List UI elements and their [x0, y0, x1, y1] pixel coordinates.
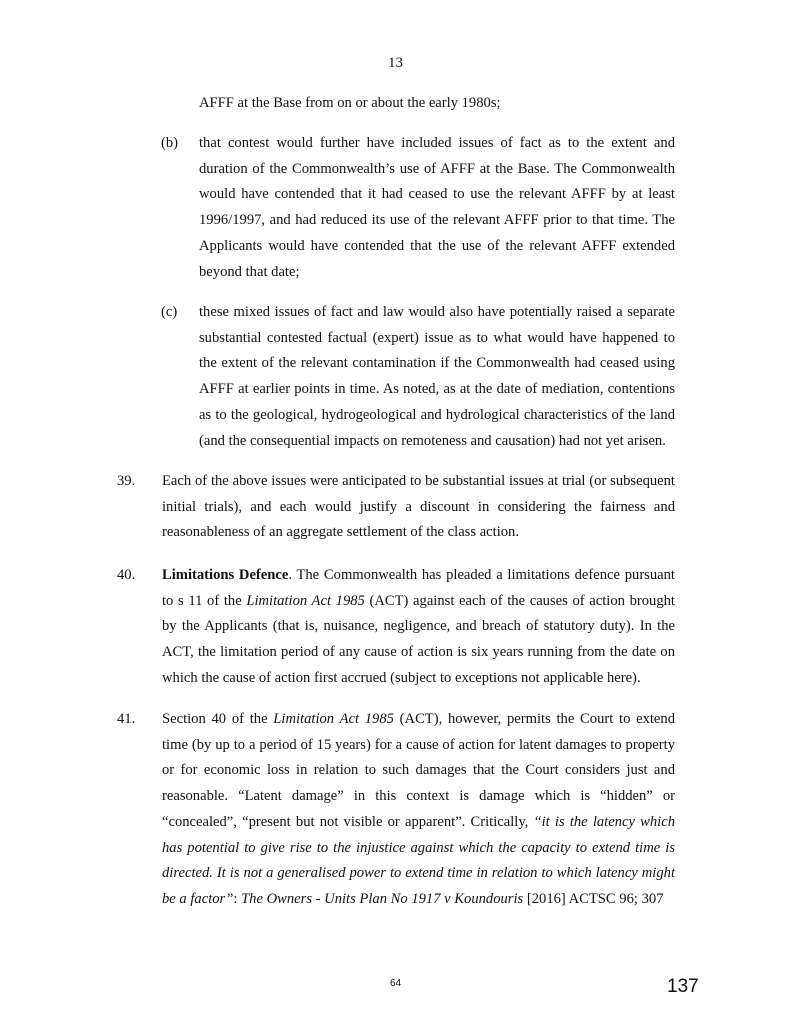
continuation-text: AFFF at the Base from on or about the early 1980s;	[199, 95, 501, 111]
paragraph-text: Each of the above issues were anticipated to be substantial issues at trial (or subsequent initial trials), and each would justify a discount in considering the fairness and reasonableness of an aggregate settlement of the class action.	[162, 473, 675, 541]
text-segment: Section 40 of the	[162, 711, 274, 727]
paragraph-heading: Limitations Defence	[162, 567, 289, 583]
act-name: Limitation Act 1985	[246, 592, 365, 609]
text-segment: . The Commonwealth has pleaded a limitations defence pursuant to s 11 of the	[162, 567, 675, 609]
text-segment: [2016] ACTSC 96; 307	[523, 890, 664, 907]
footer-bundle-number: 137	[667, 976, 699, 997]
sub-paragraph-text: these mixed issues of fact and law would also have potentially raised a separate substantial contested factual (expert) issue as to what would have happened to the extent of the relevant contamination if the Commonwealth had ceased using AFFF at earlier points in time. As noted, as at the date of mediation, contentions as to the geological, hydrogeological and hydrological characteristics of the land (and the consequential impacts on remoteness and causation) had not yet arisen.	[199, 304, 675, 449]
paragraph-text	[162, 563, 675, 692]
quotation: “it is the latency which has potential to give rise to the injustice against which the capacity to extend time is directed. It is not a generalised power to extend time in relation to which latency might be a factor”	[162, 813, 675, 907]
paragraph-number: 41.	[117, 711, 136, 727]
text-segment: :	[233, 890, 242, 907]
sub-paragraph-text: that contest would further have included issues of fact as to the extent and duration of the Commonwealth’s use of AFFF at the Base. The Commonwealth would have contended that it had ceased to use the relevant AFFF by at least 1996/1997, and had reduced its use of the relevant AFFF prior to that time. The Applicants would have contended that the use of the relevant AFFF extended beyond that date;	[199, 135, 675, 280]
paragraph-number: 40.	[117, 567, 136, 583]
sub-paragraph-marker: (c)	[161, 304, 178, 320]
footer-page-number: 64	[389, 978, 402, 989]
paragraph-text	[162, 707, 675, 913]
act-name: Limitation Act 1985	[273, 711, 394, 727]
page-number: 13	[388, 55, 403, 71]
case-name: The Owners - Units Plan No 1917 v Koundouris	[241, 890, 524, 907]
text-segment: (ACT), however, permits the Court to extend time (by up to a period of 15 years) for a cause of action for latent damages to property or for economic loss in relation to such damages that the Court considers just and reasonable. “Latent damage” in this context is damage which is “hidden” or “concealed”, “present but not visible or apparent”. Critically,	[162, 711, 676, 830]
sub-paragraph-marker: (b)	[161, 135, 179, 151]
paragraph-number: 39.	[117, 473, 136, 489]
text-segment: (ACT) against each of the causes of action brought by the Applicants (that is, nuisance, negligence, and breach of statutory duty). In the ACT, the limitation period of any cause of action is six years running from the date on which the cause of action first accrued (subject to exceptions not applicable here).	[162, 592, 675, 686]
